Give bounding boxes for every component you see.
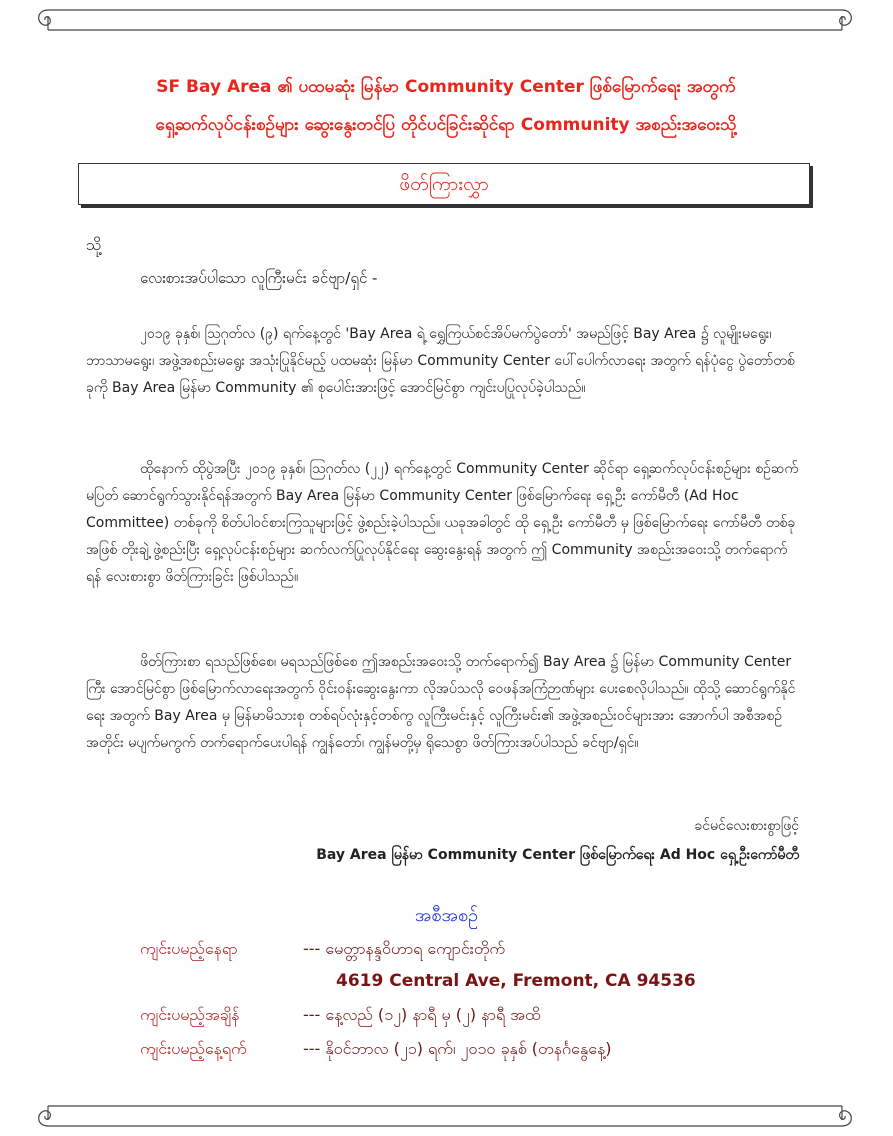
- letter-paragraph-1: [86, 321, 801, 402]
- letter-to: သို့: [86, 235, 102, 254]
- time-value: --- နေ့လည် (၁၂) နာရီ မှ (၂) နာရီ အထိ: [303, 1005, 541, 1024]
- heading-line-1: SF Bay Area ၏ ပထမဆုံး မြန်မာ Community Center ဖြစ်မြောက်ရေး အတွက်: [156, 77, 736, 97]
- date-value: --- နိုဝင်ဘာလ (၂၁) ရက်၊ ၂၀၁၀ ခုနှစ် (တနင်္ဂနွေနေ့): [303, 1039, 612, 1058]
- time-label: ကျင်းပမည့်အချိန်: [140, 1005, 240, 1024]
- venue-value: --- မေတ္တာနန္ဒဝိဟာရ ကျောင်းတိုက်: [303, 939, 506, 958]
- program-title: အစီအစဉ်: [414, 905, 479, 926]
- bottom-scroll-ornament: [34, 1100, 856, 1132]
- paragraph-3-text: ဖိတ်ကြားစာ ရသည်ဖြစ်စေ၊ မရသည်ဖြစ်စေ ဤအစည်းအဝေးသို့ တက်ရောက်၍ Bay Area ၌ မြန်မာ Community Center ကြီး အောင်မြင်စွာ ဖြစ်မြောက်လာရေးအတွက် ဝိုင်းဝန်းဆွေးနွေးကာ လိုအပ်သလို ဝေဖန်အကြံဉာဏ်များ ပေးစေလိုပါသည်။ ထိုသို့ ဆောင်ရွက်နိုင်ရေး အတွက် Bay Area မှ မြန်မာမိသားစု တစ်ရပ်လုံးနှင့်တစ်ကွ လူကြီးမင်းနှင့် လူကြီးမင်း၏ အဖွဲ့အစည်းဝင်များအား အောက်ပါ အစီအစဉ်အတိုင်း မပျက်မကွက် တက်ရောက်ပေးပါရန် ကျွန်တော်၊ ကျွန်မတို့မှ ရိုသေစွာ ဖိတ်ကြားအပ်ပါသည် ခင်ဗျာ/ရှင်။: [86, 654, 796, 751]
- letter-closing: ခင်မင်လေးစားစွာဖြင့်: [694, 818, 799, 834]
- date-label: ကျင်းပမည့်နေ့ရက်: [140, 1039, 247, 1058]
- letter-salutation: လေးစားအပ်ပါသော လူကြီးမင်း ခင်ဗျာ/ရှင် -: [140, 269, 378, 287]
- venue-label: ကျင်းပမည့်နေရာ: [140, 939, 238, 958]
- venue-address: 4619 Central Ave, Fremont, CA 94536: [336, 971, 696, 991]
- letter-signature: Bay Area မြန်မာ Community Center ဖြစ်မြောက်ရေး Ad Hoc ရှေ့ဦးကော်မီတီ: [316, 847, 799, 863]
- invitation-title: ဖိတ်ကြားလွှာ: [399, 173, 489, 195]
- letter-paragraph-3: [86, 649, 801, 757]
- date-row: [140, 1038, 612, 1062]
- invitation-banner: [78, 163, 810, 205]
- venue-row: [140, 938, 505, 962]
- paragraph-2-text: ထိုနောက် ထိုပွဲအပြီး ၂၀၁၉ ခုနှစ်၊ ဩဂုတ်လ (၂၂) ရက်နေ့တွင် Community Center ဆိုင်ရာ ရှေ့ဆက်လုပ်ငန်းစဉ်များ စဉ်ဆက်မပြတ် ဆောင်ရွက်သွားနိုင်ရန်အတွက် Bay Area မြန်မာ Community Center ဖြစ်မြောက်ရေး ရှေ့ဦး ကော်မီတီ (Ad Hoc Committee) တစ်ခုကို စိတ်ပါဝင်စားကြသူများဖြင့် ဖွဲ့စည်းခဲ့ပါသည်။ ယခုအခါတွင် ထို ရှေ့ဦး ကော်မီတီ မှ ဖြစ်မြောက်ရေး ကော်မီတီ တစ်ခုအဖြစ် တိုးချဲ့ ဖွဲ့စည်းပြီး ရှေ့လုပ်ငန်းစဉ်များ ဆက်လက်ပြုလုပ်နိုင်ရေး ဆွေးနွေးရန် အတွက် ဤ Community အစည်းအဝေးသို့ တက်ရောက်ရန် လေးစားစွာ ဖိတ်ကြားခြင်း ဖြစ်ပါသည်။: [86, 461, 799, 585]
- top-scroll-ornament: [34, 4, 856, 36]
- paragraph-1-text: ၂၀၁၉ ခုနှစ်၊ ဩဂုတ်လ (၉) ရက်နေ့တွင် 'Bay Area ရဲ့ ရွှေကြယ်စင်အိပ်မက်ပွဲတော်' အမည်ဖြင့် Bay Area ၌ လူမျိုးမရွေး၊ ဘာသာမရွေး၊ အဖွဲ့အစည်းမရွေး အသုံးပြုနိုင်မည့် ပထမဆုံး မြန်မာ Community Center ပေါ်ပေါက်လာရေး အတွက် ရန်ပုံငွေ ပွဲတော်တစ်ခုကို Bay Area မြန်မာ Community ၏ စုပေါင်းအားဖြင့် အောင်မြင်စွာ ကျင်းပပြုလုပ်ခဲ့ပါသည်။: [86, 326, 795, 396]
- heading-line-2: ရှေ့ဆက်လုပ်ငန်းစဉ်များ ဆွေးနွေးတင်ပြ တိုင်ပင်ခြင်းဆိုင်ရာ Community အစည်းအဝေးသို့: [155, 115, 737, 135]
- time-row: [140, 1004, 540, 1028]
- letter-paragraph-2: [86, 456, 801, 591]
